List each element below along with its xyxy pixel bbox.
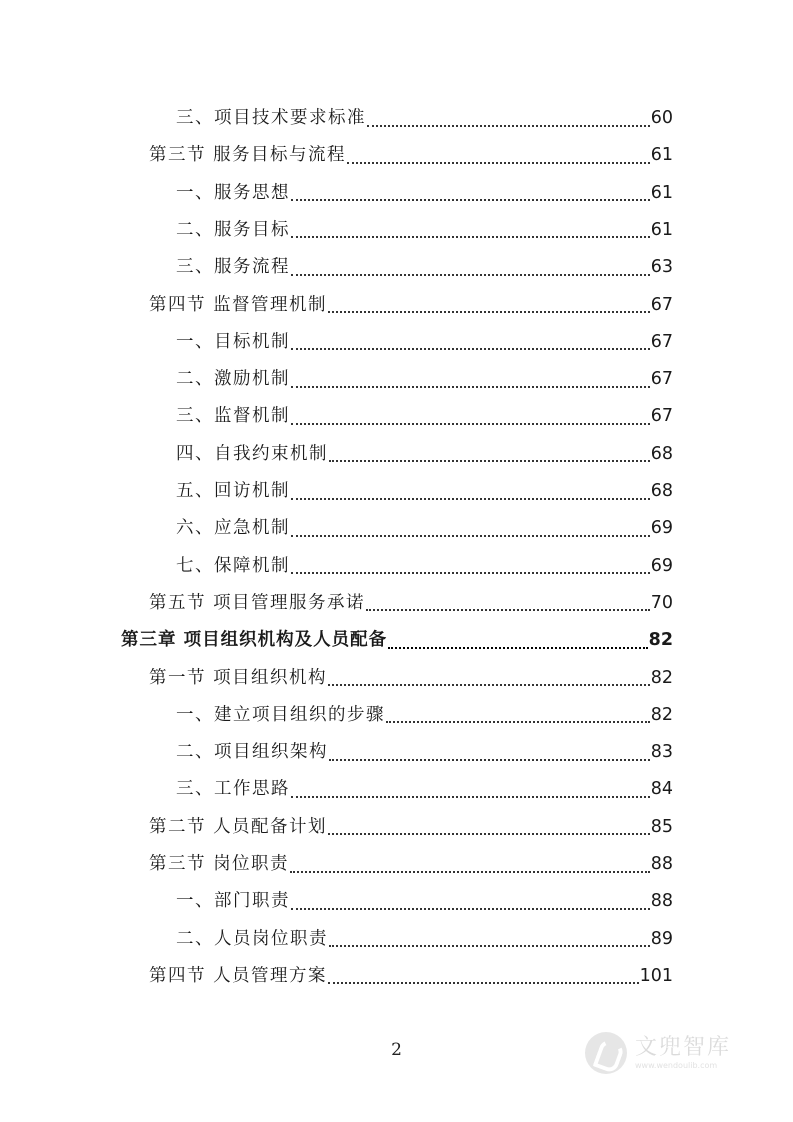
toc-entry-label: 第四节 监督管理机制 [149, 294, 328, 315]
toc-entry[interactable] [176, 212, 673, 249]
toc-entry-page: 67 [650, 331, 673, 352]
toc-dot-leader [329, 460, 650, 462]
toc-dot-leader [366, 609, 650, 611]
toc-entry-page: 68 [650, 481, 673, 501]
toc-entry-label: 二、服务目标 [176, 219, 290, 240]
toc-entry-page: 68 [650, 443, 673, 464]
watermark-url: www.wendoulib.com [635, 1060, 718, 1070]
toc-entry[interactable] [176, 697, 673, 734]
toc-dot-leader [291, 274, 650, 276]
toc-dot-leader [291, 236, 650, 238]
toc-dot-leader [328, 684, 650, 686]
toc-entry-page: 70 [650, 592, 673, 613]
toc-dot-leader [328, 982, 639, 984]
toc-entry-page: 88 [650, 891, 673, 912]
toc-entry-label: 三、监督机制 [176, 406, 290, 427]
toc-entry-label: 第四节 人员管理方案 [149, 965, 328, 986]
toc-entry-page: 82 [650, 667, 673, 688]
toc-entry-page: 67 [650, 294, 673, 315]
toc-entry[interactable] [149, 958, 673, 995]
toc-entry[interactable] [176, 473, 673, 510]
toc-entry-label: 二、激励机制 [176, 369, 290, 390]
toc-dot-leader [347, 162, 650, 164]
toc-entry-page: 82 [650, 704, 673, 725]
toc-entry[interactable] [149, 585, 673, 622]
toc-entry-label: 三、服务流程 [176, 257, 290, 278]
toc-entry-page: 88 [650, 854, 673, 874]
toc-entry-page: 83 [650, 742, 673, 763]
toc-entry-label: 五、回访机制 [176, 481, 290, 501]
toc-chapter-entry[interactable] [121, 622, 673, 659]
toc-entry[interactable] [149, 287, 673, 324]
toc-dot-leader [291, 535, 650, 537]
toc-dot-leader [291, 572, 650, 574]
toc-entry[interactable] [176, 771, 673, 808]
toc-entry-page: 84 [650, 779, 673, 800]
toc-entry-label: 一、部门职责 [176, 891, 290, 912]
wendou-logo-icon [585, 1032, 627, 1074]
toc-entry-label: 一、目标机制 [176, 331, 290, 352]
toc-entry[interactable] [176, 883, 673, 920]
toc-entry[interactable] [149, 660, 673, 697]
toc-entry-page: 61 [650, 182, 673, 203]
toc-entry-page: 69 [650, 555, 673, 576]
toc-entry[interactable] [176, 100, 673, 137]
page-number: 2 [391, 1040, 402, 1060]
toc-entry[interactable] [149, 809, 673, 846]
toc-dot-leader [388, 647, 648, 649]
toc-entry[interactable] [176, 175, 673, 212]
toc-entry-label: 第五节 项目管理服务承诺 [149, 592, 366, 613]
toc-entry[interactable] [176, 398, 673, 435]
toc-dot-leader [290, 871, 650, 873]
toc-entry[interactable] [176, 324, 673, 361]
toc-entry-page: 82 [648, 630, 673, 651]
toc-entry[interactable] [176, 921, 673, 958]
toc-entry-page: 63 [650, 257, 673, 278]
toc-entry[interactable] [149, 846, 673, 883]
toc-entry[interactable] [176, 436, 673, 473]
toc-entry-page: 69 [650, 518, 673, 539]
toc-entry-label: 三、项目技术要求标准 [176, 108, 366, 128]
toc-entry[interactable] [176, 734, 673, 771]
watermark-text [635, 1035, 731, 1071]
toc-dot-leader [291, 498, 650, 500]
toc-entry-label: 一、建立项目组织的步骤 [176, 704, 385, 725]
toc-dot-leader [328, 833, 650, 835]
toc-entry-label: 六、应急机制 [176, 518, 290, 539]
toc-entry-page: 85 [650, 816, 673, 837]
toc-entry-label: 二、人员岗位职责 [176, 928, 328, 949]
toc-entry-label: 第三章 项目组织机构及人员配备 [121, 630, 388, 651]
toc-entry[interactable] [176, 249, 673, 286]
toc-dot-leader [367, 125, 650, 127]
toc-entry[interactable] [176, 548, 673, 585]
toc-entry-label: 二、项目组织架构 [176, 742, 328, 763]
watermark-title: 文兜智库 [635, 1034, 732, 1060]
toc-dot-leader [291, 796, 650, 798]
toc-entry-label: 第二节 人员配备计划 [149, 816, 328, 837]
toc-entry-label: 第一节 项目组织机构 [149, 667, 328, 688]
toc-entry-page: 89 [650, 928, 673, 949]
toc-entry-label: 三、工作思路 [176, 779, 290, 800]
toc-entry-label: 一、服务思想 [176, 182, 290, 203]
toc-dot-leader [386, 721, 650, 723]
toc-entry-page: 101 [639, 965, 673, 986]
toc-dot-leader [291, 423, 650, 425]
watermark [585, 1025, 755, 1080]
toc-dot-leader [291, 199, 650, 201]
toc-entry-label: 四、自我约束机制 [176, 443, 328, 464]
toc-dot-leader [329, 945, 650, 947]
toc-dot-leader [328, 311, 650, 313]
toc-dot-leader [291, 348, 650, 350]
toc-entry-page: 61 [650, 145, 673, 166]
toc-entry[interactable] [149, 137, 673, 174]
toc-entry-label: 第三节 服务目标与流程 [149, 145, 347, 166]
toc-entry-label: 七、保障机制 [176, 555, 290, 576]
toc-entry[interactable] [176, 361, 673, 398]
toc-entry-page: 67 [650, 406, 673, 427]
toc-dot-leader [291, 386, 650, 388]
toc-entry-page: 67 [650, 369, 673, 390]
toc-entry-label: 第三节 岗位职责 [149, 854, 290, 874]
toc-dot-leader [291, 908, 650, 910]
toc-entry-page: 61 [650, 219, 673, 240]
toc-entry[interactable] [176, 510, 673, 547]
toc-dot-leader [329, 759, 650, 761]
toc-entry-page: 60 [650, 108, 673, 128]
